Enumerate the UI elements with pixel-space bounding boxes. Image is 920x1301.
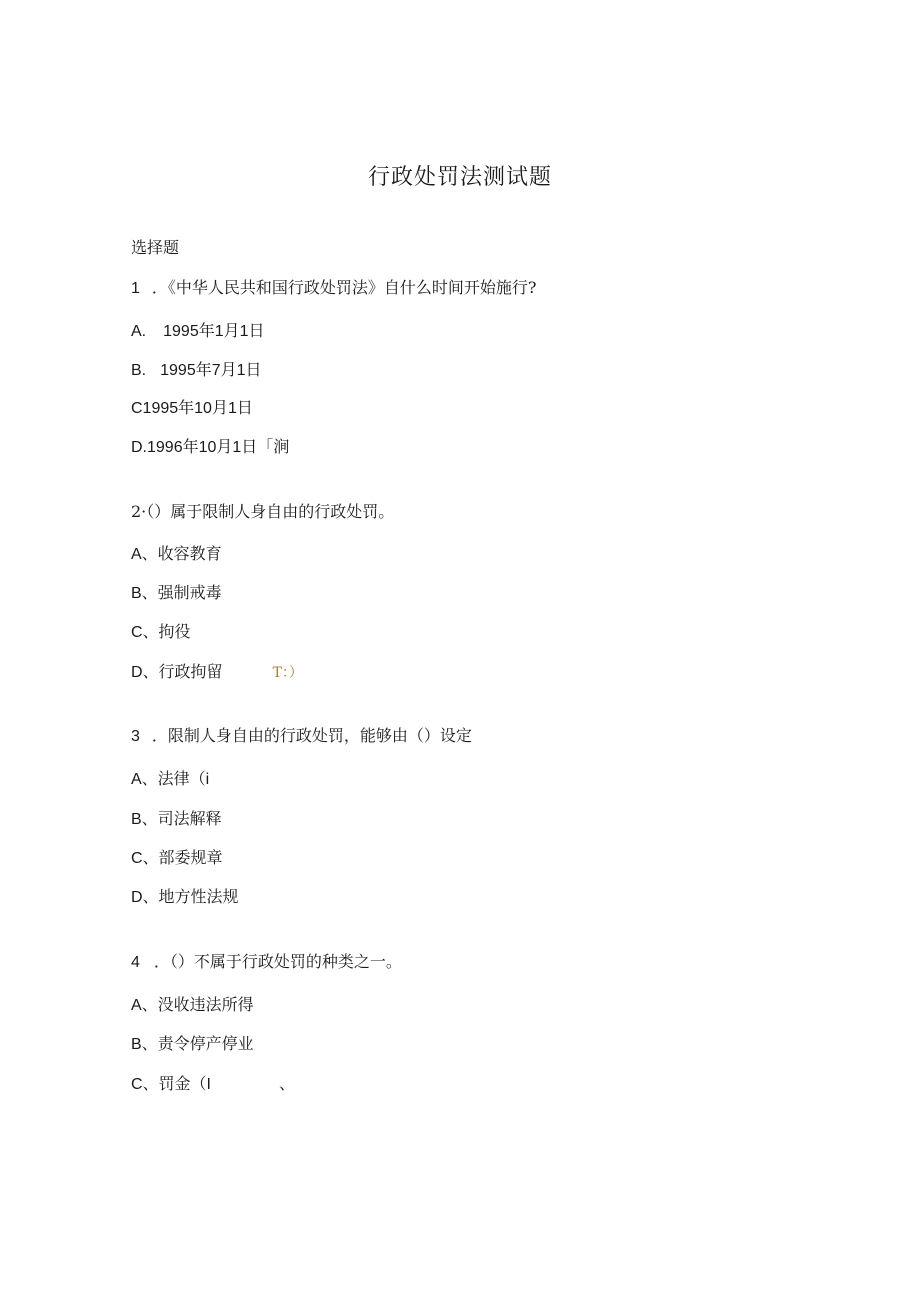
option-label: A.	[131, 323, 147, 340]
question-4-stem: ．（）不属于行政处罚的种类之一。	[153, 952, 402, 971]
question-1-option-a	[131, 320, 265, 343]
question-2-option-d	[131, 661, 303, 684]
question-2-option-c: C、拘役	[131, 624, 191, 641]
question-1-stem: ．《中华人民共和国行政处罚法》自什么时间开始施行?	[151, 278, 537, 297]
question-4-option-c	[131, 1073, 295, 1096]
question-1-option-b	[131, 359, 262, 382]
question-3-option-a: A、法律（i	[131, 771, 210, 788]
question-2-option-b: B、强制戒毒	[131, 585, 222, 602]
section-heading: 选择题	[131, 238, 180, 257]
question-3-option-c: C、部委规章	[131, 850, 223, 867]
option-text: 1995年1月1日	[163, 323, 265, 340]
question-4-option-b: B、责令停产停业	[131, 1036, 254, 1053]
question-2-stem: 2·（）属于限制人身自由的行政处罚。	[131, 502, 395, 521]
question-1-number: 1	[131, 280, 140, 297]
question-1-option-d: D.1996年10月1日「涧	[131, 439, 290, 456]
option-mark: T：）	[272, 665, 303, 681]
question-1-option-c: C1995年10月1日	[131, 400, 253, 417]
question-3-option-d: D、地方性法规	[131, 889, 239, 906]
option-text: D、行政拘留	[131, 664, 223, 681]
document-title: 行政处罚法测试题	[367, 165, 552, 190]
question-4	[131, 951, 402, 974]
option-mark: 、	[279, 1074, 296, 1093]
question-2-option-a: A、收容教育	[131, 546, 222, 563]
option-label: B.	[131, 362, 147, 379]
question-3-stem: ．限制人身自由的行政处罚，能够由（）设定	[151, 726, 472, 745]
question-1	[131, 277, 537, 300]
question-3-number: 3	[131, 728, 140, 745]
question-3-option-b: B、司法解释	[131, 811, 222, 828]
question-3	[131, 725, 472, 748]
question-4-number: 4	[131, 954, 140, 971]
question-4-option-a: A、没收违法所得	[131, 997, 254, 1014]
option-text: 1995年7月1日	[160, 362, 262, 379]
option-text: C、罚金（I	[131, 1076, 212, 1093]
